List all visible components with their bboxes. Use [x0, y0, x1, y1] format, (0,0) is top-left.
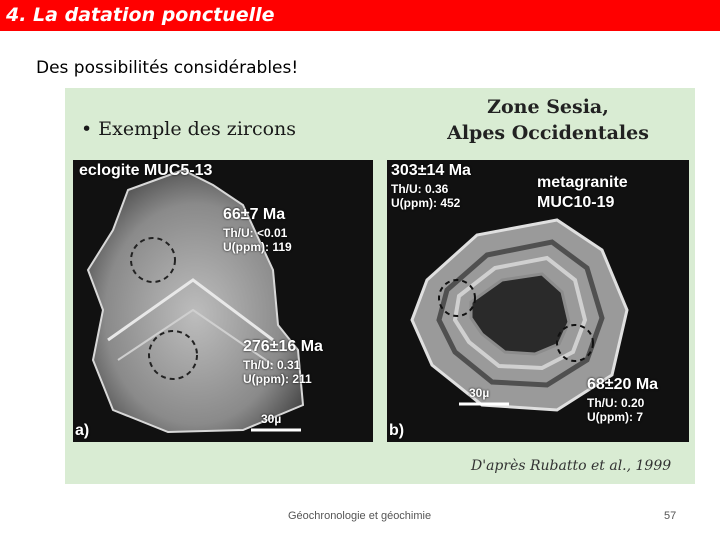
panel-a-age-2: 276±16 Ma	[243, 338, 323, 355]
panel-b-age-2: 68±20 Ma	[587, 376, 659, 393]
panel-b-thu-1: Th/U: 0.36	[391, 182, 449, 196]
panel-b-thu-2: Th/U: 0.20	[587, 396, 645, 410]
panel-b-u-1: U(ppm): 452	[391, 196, 461, 210]
panel-a-thu-1: Th/U: <0.01	[223, 226, 288, 240]
footer-text: Géochronologie et géochimie	[288, 510, 432, 522]
figure-heading: • Exemple des zircons	[81, 118, 297, 140]
region-line-2: Alpes Occidentales	[447, 122, 649, 144]
panel-b-age-1: 303±14 Ma	[391, 162, 471, 179]
slide-title: 4. La datation ponctuelle	[6, 4, 275, 26]
title-bar	[0, 0, 720, 31]
panel-a-u-2: U(ppm): 211	[243, 372, 312, 386]
panel-a-age-1: 66±7 Ma	[223, 206, 286, 223]
panel-a-u-1: U(ppm): 119	[223, 240, 292, 254]
panel-b-label: b)	[389, 422, 405, 439]
panel-b-sample-1: metagranite	[537, 174, 628, 191]
panel-a-scale: 30µ	[261, 412, 282, 426]
panel-b-sample-2: MUC10-19	[537, 194, 615, 211]
panel-b-scale: 30µ	[469, 386, 490, 400]
panel-b-image	[387, 160, 689, 442]
region-line-1: Zone Sesia,	[487, 96, 609, 118]
zircon-figure	[65, 88, 695, 484]
eclogite-zircon-image	[73, 160, 373, 442]
page-number: 57	[664, 510, 677, 522]
panel-a-image	[73, 160, 373, 442]
figure-credit: D'après Rubatto et al., 1999	[471, 458, 672, 474]
panel-a-sample: eclogite MUC5-13	[79, 162, 213, 179]
region-label	[403, 94, 693, 146]
panel-a-thu-2: Th/U: 0.31	[243, 358, 301, 372]
panel-b-u-2: U(ppm): 7	[587, 410, 643, 424]
slide-subtitle: Des possibilités considérables!	[36, 58, 299, 78]
panel-a-label: a)	[75, 422, 90, 439]
